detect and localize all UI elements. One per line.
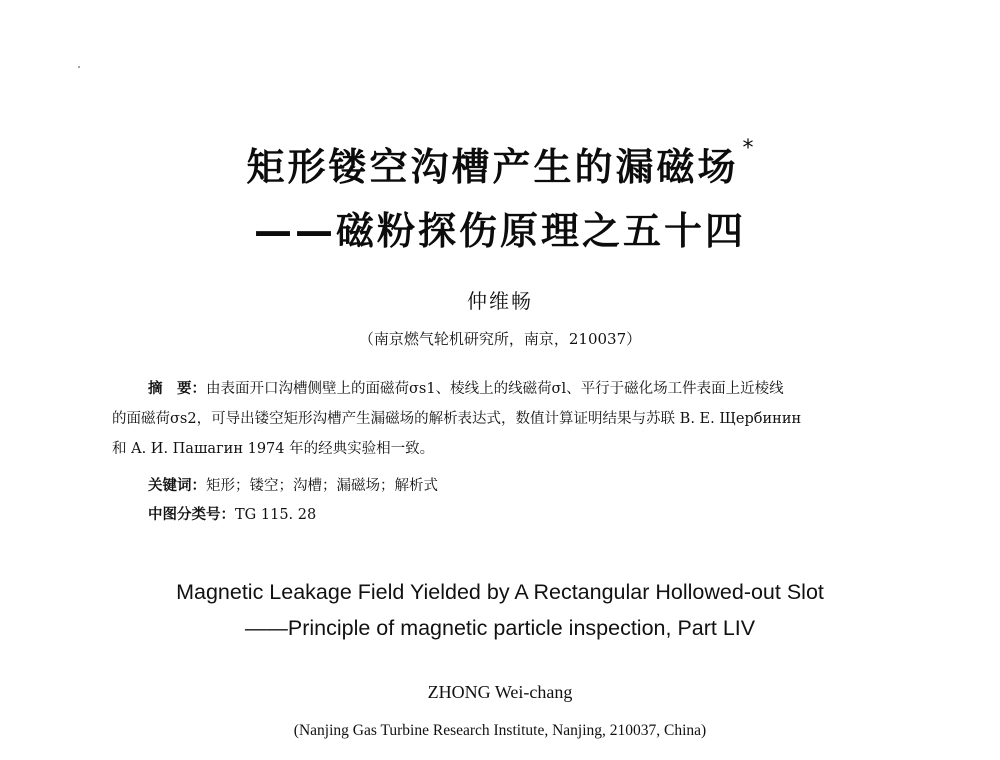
english-subtitle: ——Principle of magnetic particle inspection, Part LIV — [244, 616, 756, 640]
abstract-line — [112, 374, 892, 404]
title-footnote-mark: * — [742, 136, 754, 161]
abstract-text: 由表面开口沟槽侧壁上的面磁荷σs1、棱线上的线磁荷σl、平行于磁化场工件表面上近棱线 — [206, 381, 784, 397]
english-affiliation: (Nanjing Gas Turbine Research Institute, Nanjing, 210037, China) — [293, 722, 707, 739]
abstract-line: 和 A. И. Пашагин 1974 年的经典实验相一致。 — [112, 441, 435, 457]
abstract-line: 的面磁荷σs2，可导出镂空矩形沟槽产生漏磁场的解析表达式，数值计算证明结果与苏联 B. E. Щербинин — [112, 411, 802, 427]
scan-speck — [78, 66, 80, 68]
english-title: Magnetic Leakage Field Yielded by A Rectangular Hollowed-out Slot — [176, 580, 824, 604]
chinese-affiliation: （南京燃气轮机研究所，南京，210037） — [358, 330, 642, 348]
chinese-title-line-1 — [0, 136, 1000, 191]
keywords — [148, 474, 438, 495]
chinese-author: 仲维畅 — [467, 289, 533, 313]
abstract — [112, 374, 892, 464]
chinese-subtitle: ——磁粉探伤原理之五十四 — [253, 209, 746, 253]
abstract-label: 摘 要： — [148, 381, 206, 397]
classification-number — [148, 503, 316, 524]
chinese-title-text: 矩形镂空沟槽产生的漏磁场 — [246, 145, 739, 189]
classification-label: 中图分类号： — [148, 507, 235, 523]
english-author: ZHONG Wei-chang — [427, 682, 573, 702]
keywords-label: 关键词： — [148, 478, 206, 494]
keywords-value: 矩形；镂空；沟槽；漏磁场；解析式 — [206, 478, 438, 494]
classification-value: TG 115. 28 — [235, 507, 317, 523]
